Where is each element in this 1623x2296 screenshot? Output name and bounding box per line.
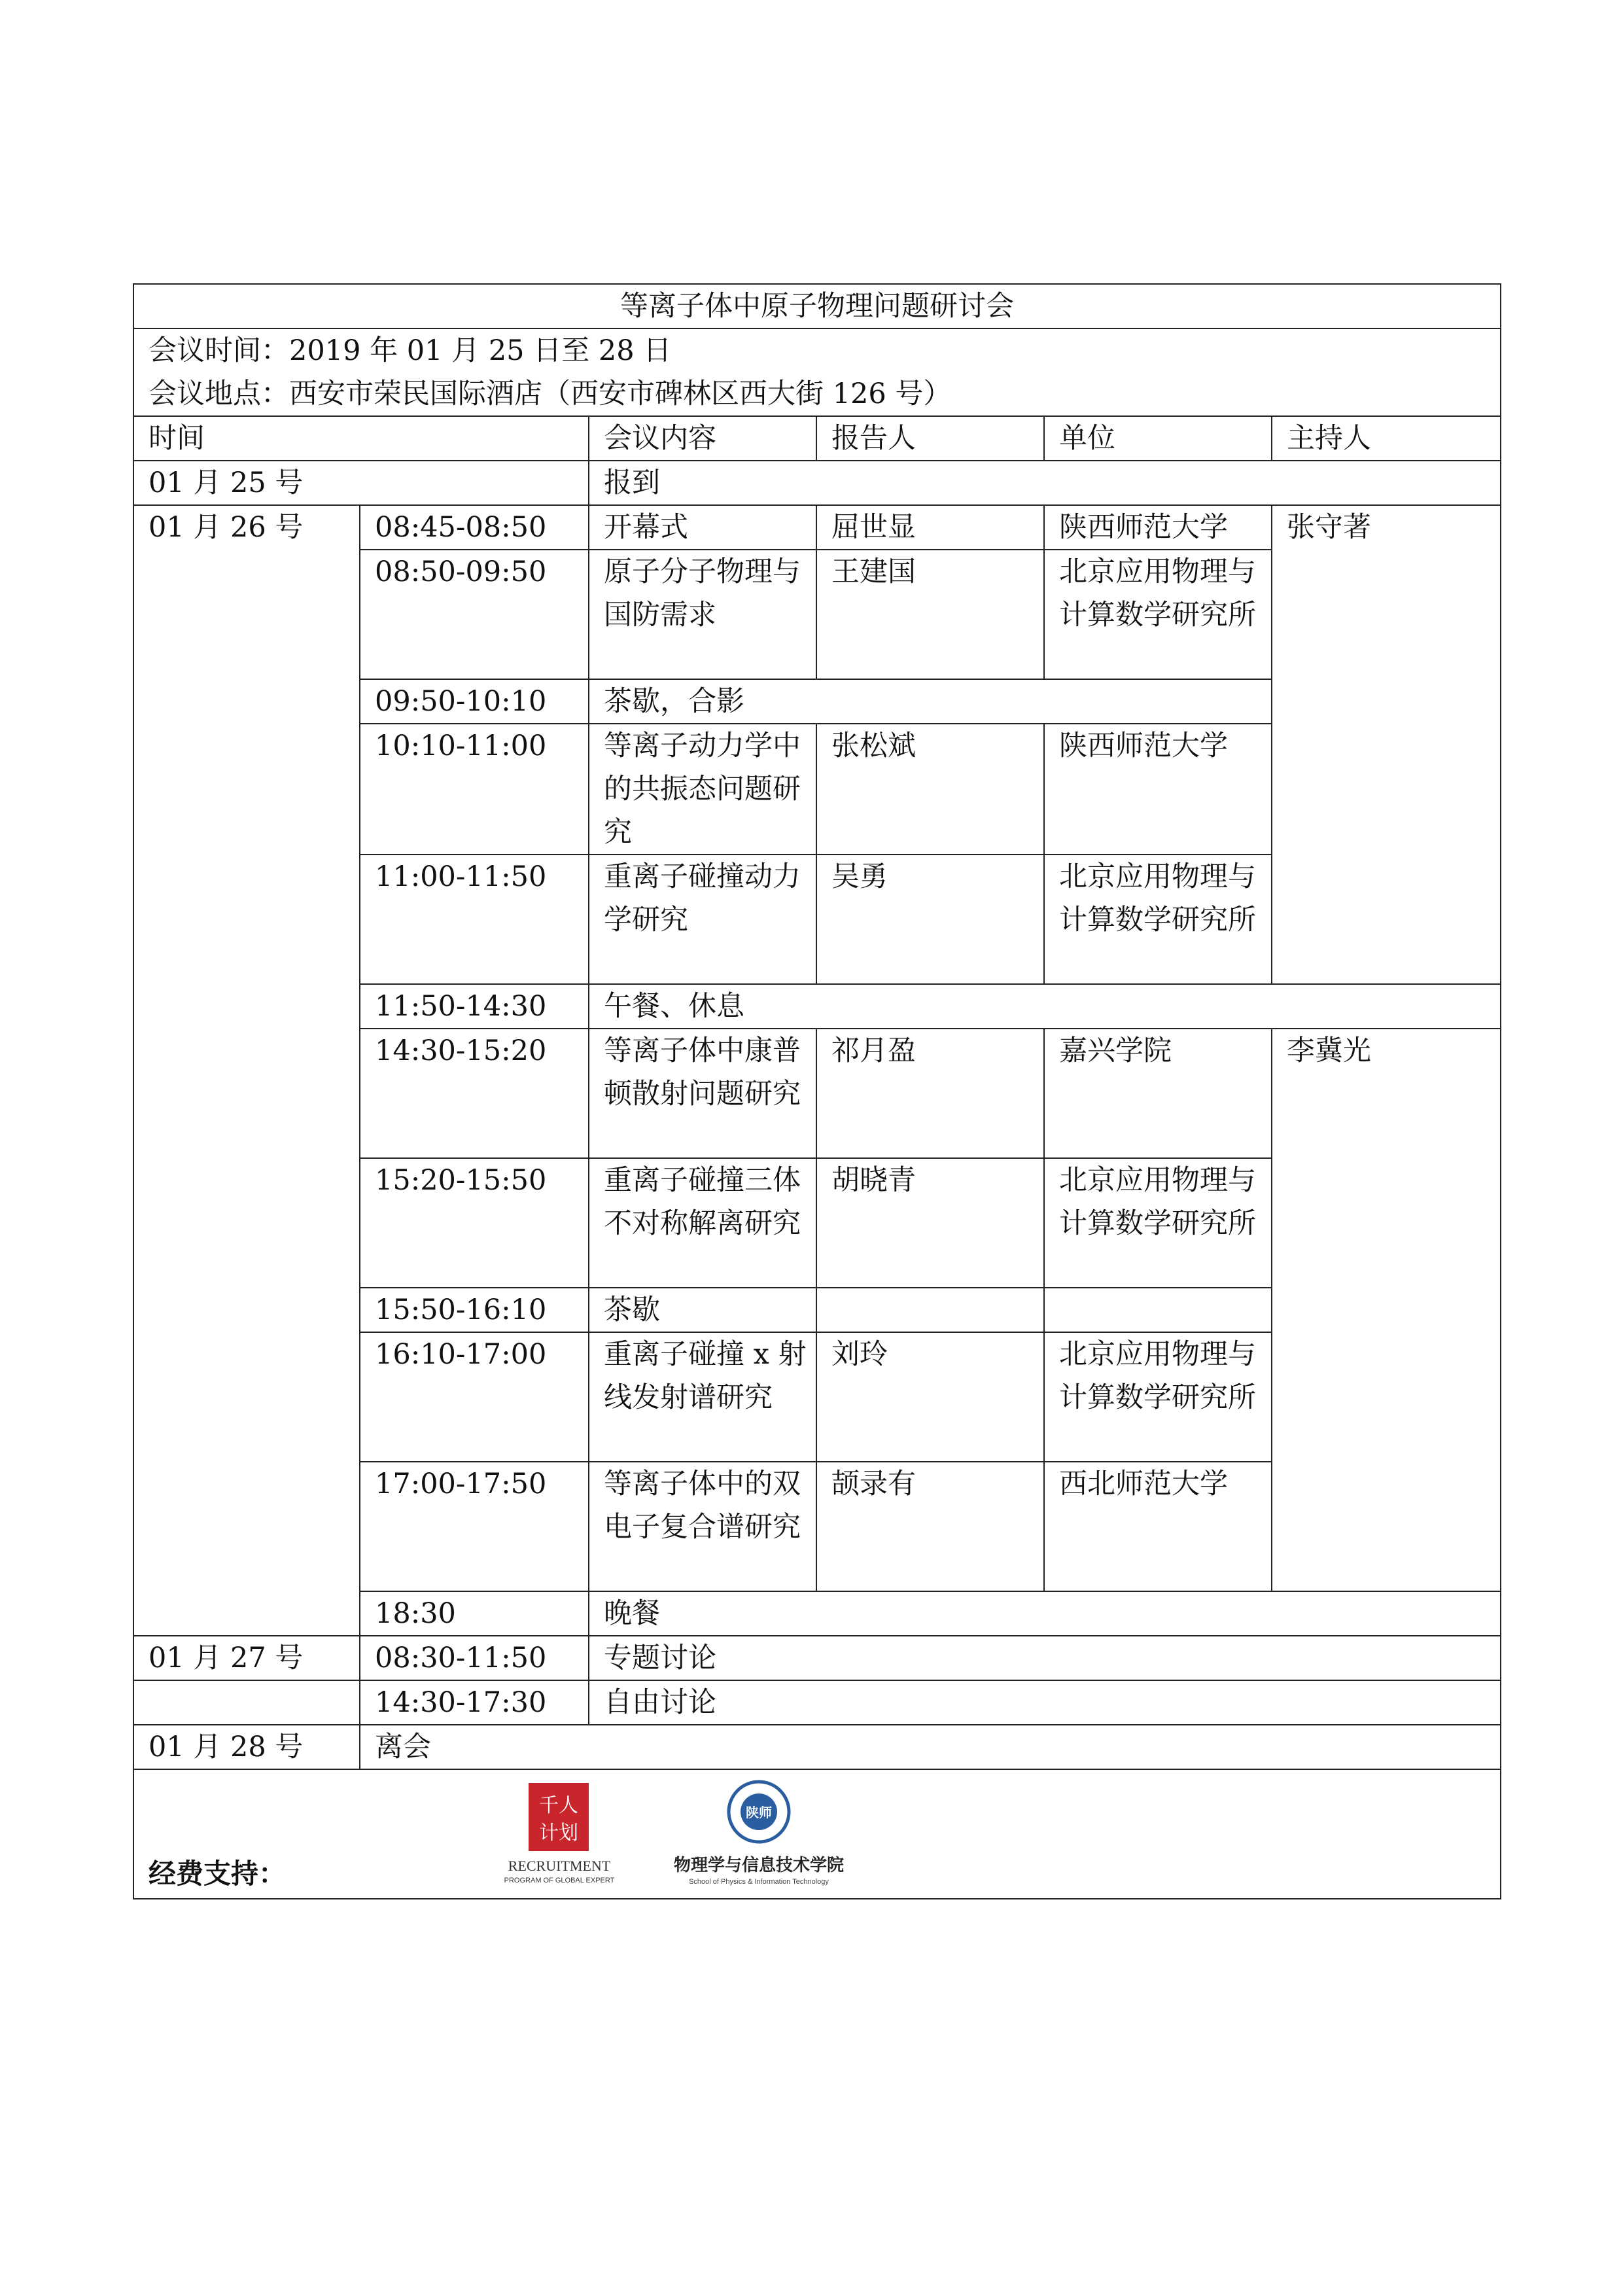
meeting-info [133,328,1501,416]
session-time: 15:20-15:50 [360,1158,589,1288]
session-content: 等离子体中康普顿散射问题研究 [589,1029,816,1158]
session-content: 专题讨论 [589,1636,1501,1680]
funding-cell [133,1769,1501,1899]
session-content: 开幕式 [589,505,816,550]
meeting-time: 会议时间：2019 年 01 月 25 日至 28 日 [148,334,672,367]
session-speaker: 张松斌 [816,724,1044,855]
session-content: 自由讨论 [589,1680,1501,1725]
logo1-cn-bottom: 计划 [539,1822,578,1845]
table-row [133,1636,1501,1680]
session-unit: 北京应用物理与计算数学研究所 [1044,1158,1272,1288]
session-content: 重离子碰撞三体不对称解离研究 [589,1158,816,1288]
session-time: 08:30-11:50 [360,1636,589,1680]
meeting-place: 会议地点：西安市荣民国际酒店（西安市碑林区西大街 126 号） [148,378,952,410]
header-host: 主持人 [1272,416,1501,461]
session-time: 09:50-10:10 [360,679,589,724]
funding-row [133,1769,1501,1899]
session-unit: 北京应用物理与计算数学研究所 [1044,1332,1272,1462]
header-speaker: 报告人 [816,416,1044,461]
title-row [133,284,1501,328]
recruitment-program-logo [497,1779,621,1897]
header-row [133,416,1501,461]
session-unit: 嘉兴学院 [1044,1029,1272,1158]
funding-label: 经费支持： [148,1858,287,1890]
logo1-subcaption: PROGRAM OF GLOBAL EXPERT [504,1877,615,1884]
session-unit: 北京应用物理与计算数学研究所 [1044,550,1272,679]
session-content: 茶歇，合影 [589,679,1272,724]
session-content: 晚餐 [589,1591,1501,1636]
session-unit [1044,1288,1272,1332]
session-time: 18:30 [360,1591,589,1636]
session-speaker: 刘玲 [816,1332,1044,1462]
morning-host: 张守著 [1272,505,1501,984]
session-time: 11:00-11:50 [360,855,589,984]
meeting-info-row [133,328,1501,416]
session-unit: 陕西师范大学 [1044,724,1272,855]
empty-date-cell [133,1680,360,1725]
session-content: 等离子体中的双电子复合谱研究 [589,1462,816,1591]
session-unit: 西北师范大学 [1044,1462,1272,1591]
session-time: 08:45-08:50 [360,505,589,550]
logo1-cn-top: 千人 [539,1794,578,1817]
table-row [133,505,1501,550]
day28-row [133,1725,1501,1769]
day27-date: 01 月 27 号 [133,1636,360,1680]
session-content: 茶歇 [589,1288,816,1332]
session-unit: 北京应用物理与计算数学研究所 [1044,855,1272,984]
session-speaker: 吴勇 [816,855,1044,984]
session-speaker: 屈世显 [816,505,1044,550]
table-title: 等离子体中原子物理问题研讨会 [133,284,1501,328]
session-time: 11:50-14:30 [360,984,589,1029]
logo2-en: School of Physics & Information Technology [689,1878,829,1886]
day25-row [133,461,1501,505]
day25-date: 01 月 25 号 [133,461,589,505]
school-logo [671,1774,847,1898]
schedule-table [133,283,1501,1899]
session-time: 14:30-15:20 [360,1029,589,1158]
header-unit: 单位 [1044,416,1272,461]
session-content: 原子分子物理与国防需求 [589,550,816,679]
logo1-caption: RECRUITMENT [508,1858,611,1874]
session-speaker: 颉录有 [816,1462,1044,1591]
session-speaker: 祁月盈 [816,1029,1044,1158]
session-content: 等离子动力学中的共振态问题研究 [589,724,816,855]
session-content: 重离子碰撞动力学研究 [589,855,816,984]
session-unit: 陕西师范大学 [1044,505,1272,550]
header-content: 会议内容 [589,416,816,461]
afternoon-host: 李冀光 [1272,1029,1501,1591]
session-content: 午餐、休息 [589,984,1501,1029]
session-speaker [816,1288,1044,1332]
session-speaker: 胡晓青 [816,1158,1044,1288]
session-speaker: 王建国 [816,550,1044,679]
table-row [133,1680,1501,1725]
logo2-cn: 物理学与信息技术学院 [673,1856,845,1875]
day26-date: 01 月 26 号 [133,505,360,1636]
session-time: 17:00-17:50 [360,1462,589,1591]
day28-content: 离会 [360,1725,1501,1769]
header-time: 时间 [133,416,589,461]
session-time: 10:10-11:00 [360,724,589,855]
school-seal-glyph: 陕师 [746,1805,772,1820]
session-time: 15:50-16:10 [360,1288,589,1332]
session-time: 08:50-09:50 [360,550,589,679]
day28-date: 01 月 28 号 [133,1725,360,1769]
session-time: 16:10-17:00 [360,1332,589,1462]
session-content: 重离子碰撞 x 射线发射谱研究 [589,1332,816,1462]
day25-content: 报到 [589,461,1501,505]
session-time: 14:30-17:30 [360,1680,589,1725]
